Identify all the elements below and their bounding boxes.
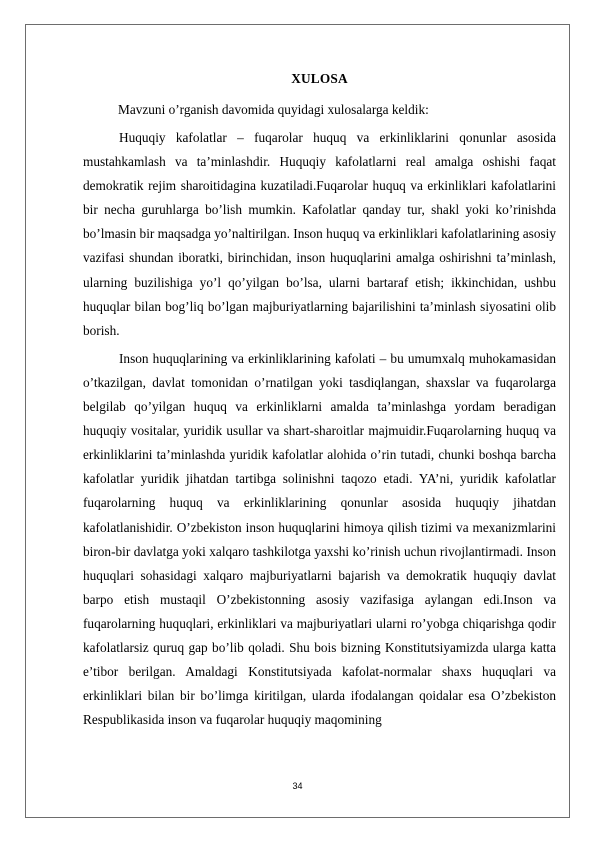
paragraph-2: Inson huquqlarining va erkinliklarining kafolati – bu umumxalq muhokamasidan o’tkazilgan, davlat tomonidan o’rnatilgan yoki tasdiqlangan, shaxslar va fuqarolarga belgilab qo’yilgan huquq va erkinliklarni amalda ta’minlashga yordam beradigan huquqiy vositalar, yuridik usullar va shart-sharoitlar majmuidir.Fuqarolarning huquq va erkinliklarini ta’minlashda yuridik kafolatlar alohida o’rin tutadi, chunki boshqa barcha kafolatlar yuridik jihatdan tartibga solinishni taqozo etadi. YA’ni, yuridik kafolatlar fuqarolarning huquq va erkinliklarining qonunlar asosida huquqiy jihatdan kafolatlanishidir. O’zbekiston inson huquqlarini himoya qilish tizimi va mexanizmlarini biron-bir davlatga yoki xalqaro tashkilotga yaxshi ko’rinish uchun rivojlantirmadi. Inson huquqlari sohasidagi xalqaro majburiyatlarni bajarish va demokratik huquqiy davlat barpo etish mustaqil O’zbekistonning asosiy vazifasiga aylangan edi.Inson va fuqarolarning huquqlari, erkinliklari va majburiyatlari ularni ro’yobga chiqarishga qodir kafolatlarsiz quruq gap bo’lib qoladi. Shu bois bizning Konstitutsiyamizda ularga katta e’tibor berilgan. Amaldagi Konstitutsiyada kafolat-normalar shaxs huquqlari va erkinliklari bilan bir bo’limga kiritilgan, ularda ifodalangan qoidalar esa O’zbekiston Respublikasida inson va fuqarolar huquqiy maqomining [83, 350, 556, 728]
paragraph-1: Huquqiy kafolatlar – fuqarolar huquq va erkinliklarini qonunlar asosida mustahkamlash va ta’minlashdir. Huquqiy kafolatlarni real amalga oshishi faqat demokratik rejim sharoitidagina kuzatiladi.Fuqarolar huquq va erkinliklari kafolatlarini bir necha guruhlarga bo’lish mumkin. Kafolatlar qanday tur, shakl yoki ko’rinishda bo’lmasin bir maqsadga yo’naltirilgan. Inson huquq va erkinliklari kafolatlarining asosiy vazifasi shundan iboratki, birinchidan, inson huquqlarini amalga oshirishni ta’minlash, ularning buzilishiga yo’l qo’yilgan bo’lsa, ularni bartaraf etish; ikkinchidan, ushbu huquqlar bilan bog’liq bo’lgan majburiyatlarning bajarilishini ta’minlash siyosatini olib borish. [83, 130, 556, 338]
page-title: XULOSA [291, 71, 348, 86]
intro-line: Mavzuni o’rganish davomida quyidagi xulosalarga keldik: [118, 102, 429, 117]
page-number: 34 [292, 781, 303, 791]
document-body [83, 64, 556, 736]
